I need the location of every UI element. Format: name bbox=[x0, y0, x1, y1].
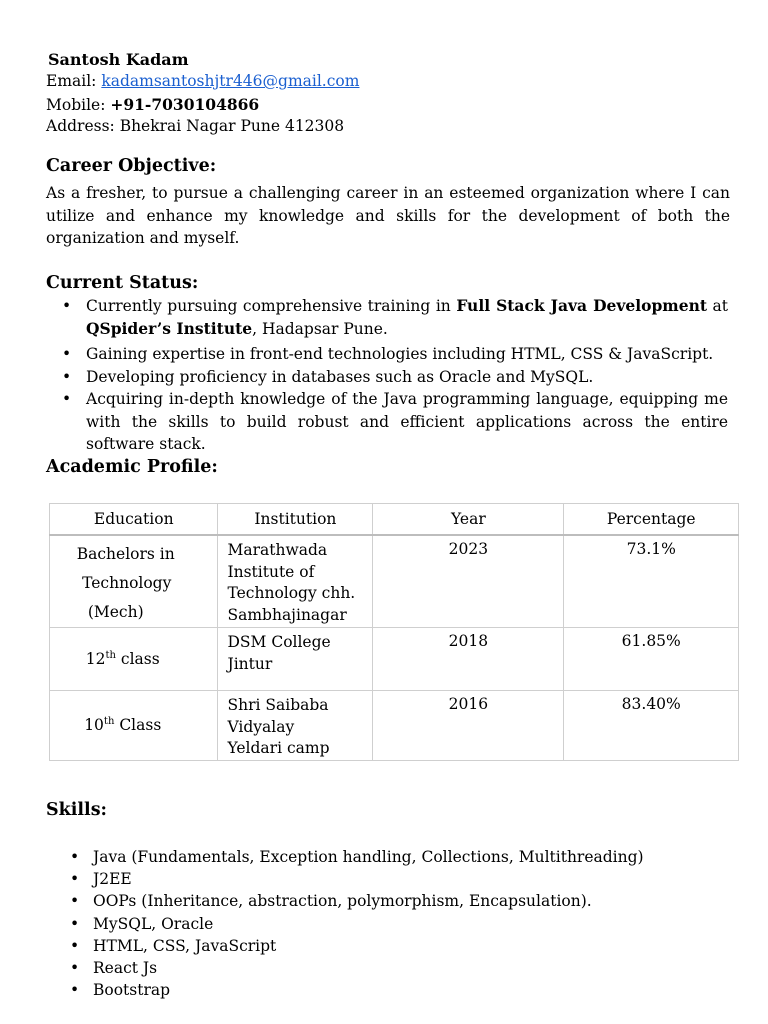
percentage-cell: 83.40% bbox=[564, 691, 739, 761]
education-line: Bachelors in bbox=[76, 545, 175, 563]
bullet-icon: • bbox=[70, 981, 80, 1000]
status-bold: QSpider’s Institute bbox=[86, 318, 253, 338]
column-header-percentage: Percentage bbox=[564, 504, 739, 536]
status-text: Gaining expertise in front-end technologies including HTML, CSS & JavaScript. bbox=[86, 345, 714, 363]
education-number: 12 bbox=[85, 650, 106, 669]
education-line: Technology bbox=[82, 574, 172, 592]
skill-text: Bootstrap bbox=[93, 981, 171, 1000]
list-item bbox=[46, 366, 728, 389]
column-header-institution: Institution bbox=[218, 504, 373, 536]
education-cell bbox=[50, 691, 218, 761]
career-objective-text: As a fresher, to pursue a challenging career in an esteemed organization where I can utilize and enhance my knowledge and skills for the development of both the organization and myself. bbox=[46, 184, 730, 247]
percentage-cell: 61.85% bbox=[564, 628, 739, 691]
list-item bbox=[46, 935, 728, 957]
education-suffix: th bbox=[105, 649, 116, 661]
skill-text: HTML, CSS, JavaScript bbox=[93, 936, 277, 955]
status-text: Acquiring in-depth knowledge of the Java programming language, equipping me with the skills to build robust and efficient applications across the entire software stack. bbox=[86, 390, 728, 453]
bullet-icon: • bbox=[70, 848, 80, 866]
year-cell: 2016 bbox=[373, 691, 564, 761]
institution-cell bbox=[218, 535, 373, 628]
list-item bbox=[46, 295, 728, 340]
current-status-list bbox=[46, 295, 728, 456]
email-line bbox=[46, 72, 359, 90]
bullet-icon: • bbox=[62, 297, 72, 315]
address-value: Bhekrai Nagar Pune 412308 bbox=[119, 117, 345, 135]
year-cell: 2018 bbox=[373, 628, 564, 691]
list-item bbox=[46, 846, 728, 868]
list-item bbox=[46, 890, 728, 912]
candidate-name: Santosh Kadam bbox=[48, 50, 189, 69]
year-cell: 2023 bbox=[373, 535, 564, 628]
address-line bbox=[46, 117, 344, 135]
skills-heading: Skills: bbox=[46, 800, 108, 820]
bullet-icon: • bbox=[70, 914, 80, 933]
bullet-icon: • bbox=[62, 345, 72, 363]
table-row bbox=[50, 691, 739, 761]
status-text: Developing proficiency in databases such as Oracle and MySQL. bbox=[86, 367, 594, 386]
education-text: class bbox=[115, 650, 160, 669]
education-cell bbox=[50, 535, 218, 628]
skill-text: React Js bbox=[93, 959, 158, 978]
skills-list bbox=[46, 846, 728, 1001]
skill-text: Java (Fundamentals, Exception handling, Collections, Multithreading) bbox=[93, 848, 644, 866]
list-item bbox=[46, 979, 728, 1001]
education-cell bbox=[50, 628, 218, 691]
address-label: Address: bbox=[46, 117, 120, 135]
institution-line: Shri Saibaba bbox=[227, 696, 329, 714]
table-row bbox=[50, 628, 739, 691]
academic-profile-heading: Academic Profile: bbox=[46, 457, 218, 477]
institution-line: Sambhajinagar bbox=[227, 605, 347, 624]
status-bold: Full Stack Java Development bbox=[456, 296, 707, 315]
column-header-education: Education bbox=[50, 504, 218, 536]
bullet-icon: • bbox=[62, 367, 72, 386]
institution-line: Technology chh. bbox=[227, 584, 356, 602]
list-item bbox=[46, 388, 728, 456]
mobile-line bbox=[46, 95, 259, 114]
bullet-icon: • bbox=[70, 959, 80, 978]
institution-cell bbox=[218, 628, 373, 691]
institution-line: Institute of bbox=[227, 562, 315, 581]
status-text: , Hadapsar Pune. bbox=[252, 319, 388, 338]
institution-cell bbox=[218, 691, 373, 761]
mobile-label: Mobile: bbox=[46, 96, 111, 114]
list-item bbox=[46, 343, 728, 366]
column-header-year: Year bbox=[373, 504, 564, 536]
education-number: 10 bbox=[84, 716, 104, 735]
email-link[interactable]: kadamsantoshjtr446@gmail.com bbox=[101, 72, 360, 90]
education-line: (Mech) bbox=[87, 603, 144, 621]
list-item bbox=[46, 957, 728, 979]
career-objective-heading: Career Objective: bbox=[46, 156, 217, 176]
bullet-icon: • bbox=[62, 390, 72, 408]
mobile-number: +91-7030104866 bbox=[110, 95, 260, 114]
education-suffix: th bbox=[103, 716, 115, 728]
skill-text: J2EE bbox=[93, 870, 132, 889]
bullet-icon: • bbox=[70, 936, 80, 955]
education-text: Class bbox=[114, 716, 162, 735]
table-row bbox=[50, 535, 739, 628]
institution-line: Yeldari camp bbox=[227, 739, 330, 757]
status-text: at bbox=[707, 297, 728, 315]
table-header-row bbox=[50, 504, 739, 536]
skill-text: OOPs (Inheritance, abstraction, polymorphism, Encapsulation). bbox=[93, 892, 592, 911]
list-item bbox=[46, 868, 728, 890]
academic-table bbox=[49, 503, 739, 761]
skill-text: MySQL, Oracle bbox=[93, 914, 214, 933]
list-item bbox=[46, 913, 728, 935]
institution-line: Marathwada bbox=[227, 541, 328, 559]
current-status-heading: Current Status: bbox=[46, 273, 199, 293]
bullet-icon: • bbox=[70, 892, 80, 911]
institution-line: Vidyalay bbox=[227, 717, 295, 736]
institution-line: Jintur bbox=[227, 654, 273, 673]
percentage-cell: 73.1% bbox=[564, 535, 739, 628]
bullet-icon: • bbox=[70, 870, 80, 889]
email-label: Email: bbox=[46, 72, 102, 90]
status-text: Currently pursuing comprehensive training in bbox=[86, 297, 457, 315]
institution-line: DSM College bbox=[227, 633, 331, 651]
